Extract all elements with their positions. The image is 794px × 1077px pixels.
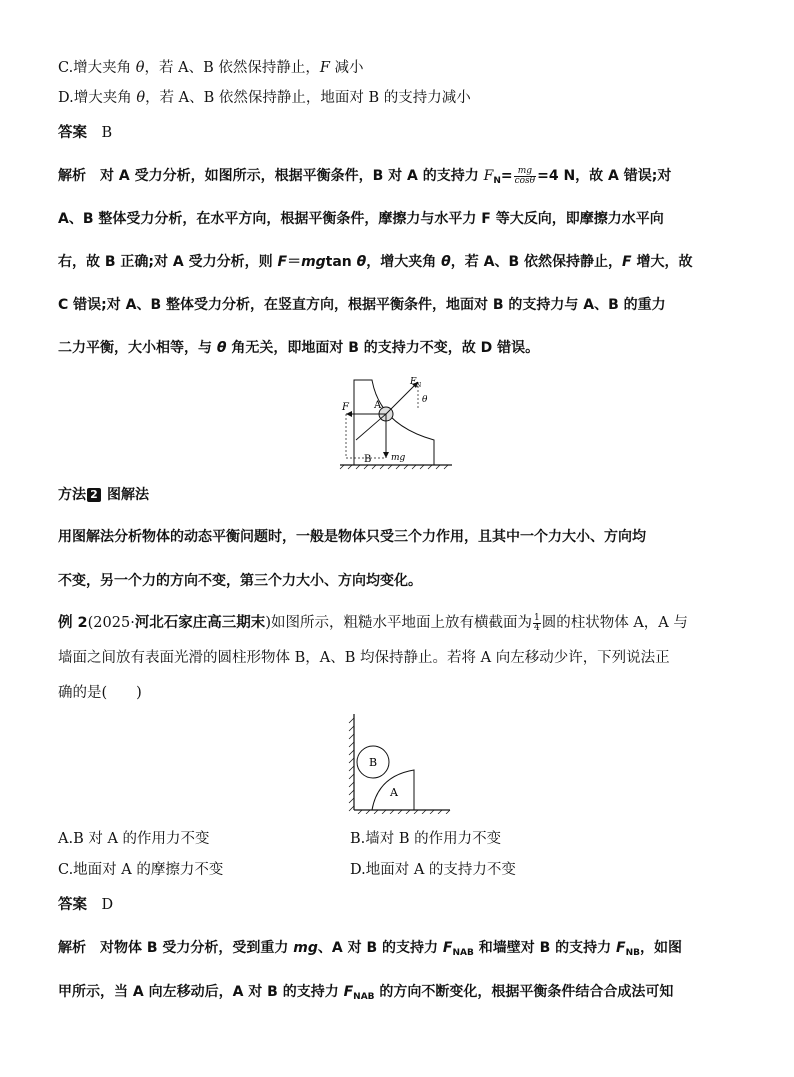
option-a: A.B 对 A 的作用力不变 — [58, 831, 210, 847]
subscript: NAB — [353, 992, 375, 1002]
answer-value: B — [101, 125, 113, 141]
text: 减小 — [329, 60, 364, 76]
text: 、A 对 B 的支持力 — [317, 940, 443, 956]
text: ，若 A、B 依然保持静止， — [450, 254, 623, 270]
text: ，若 A、B 依然保持静止，地面对 B 的支持力减小 — [145, 90, 471, 106]
example-2-line-2: 墙面之间放有表面光滑的圆柱形物体 B，A、B 均保持静止。若将 A 向左移动少许，下列说法正 — [58, 650, 670, 666]
symbol-f: F — [343, 984, 354, 1000]
analysis-1-line-3 — [58, 252, 693, 272]
label-theta: θ — [422, 395, 428, 405]
example-2-line-1 — [58, 613, 688, 633]
label-a: A — [374, 400, 382, 411]
denominator: cosθ — [514, 175, 536, 186]
label-b: B — [364, 454, 372, 465]
text: 右，故 B 正确;对 A 受力分析，则 — [58, 254, 278, 270]
method-desc-line-1: 用图解法分析物体的动态平衡问题时，一般是物体只受三个力作用，且其中一个力大小、方向均 — [58, 529, 646, 545]
analysis-1-line-2: A、B 整体受力分析，在水平方向，根据平衡条件，摩擦力与水平力 F 等大反向，即摩擦力水平向 — [58, 211, 664, 227]
text: ＝ — [287, 254, 302, 270]
figure-2 — [346, 714, 452, 814]
example-2-line-3: 确的是( ) — [58, 685, 142, 701]
subscript: NB — [625, 948, 641, 958]
symbol-theta: θ — [356, 254, 367, 270]
option-c: C.地面对 A 的摩擦力不变 — [58, 862, 224, 878]
method-heading — [58, 485, 149, 505]
option-d-prev — [58, 88, 471, 108]
text: ，增大夹角 — [366, 254, 442, 270]
answer-label: 答案 — [58, 897, 87, 913]
label-mg: mg — [391, 453, 406, 463]
numerator: mg — [514, 167, 537, 177]
symbol-f: F — [277, 254, 288, 270]
symbol-theta: θ — [441, 254, 451, 270]
option-b: B.墙对 B 的作用力不变 — [350, 831, 502, 847]
symbol-f: F — [442, 940, 453, 956]
denominator: 4 — [533, 622, 540, 633]
text: = — [500, 168, 513, 184]
method-number-badge: 2 — [87, 488, 101, 502]
text: 甲所示，当 A 向左移动后，A 对 B 的支持力 — [58, 984, 344, 1000]
diag-line — [356, 414, 386, 440]
symbol-f: F — [616, 940, 626, 956]
answer-1 — [58, 123, 112, 143]
text: 增大，故 — [631, 254, 693, 270]
text: 如图所示，粗糙水平地面上放有横截面为 — [270, 615, 532, 631]
example-source: 河北石家庄高三期末 — [134, 615, 266, 631]
label-fn: F — [410, 377, 417, 387]
text: C.增大夹角 — [58, 60, 136, 76]
symbol-theta: θ — [136, 90, 146, 106]
text: 的方向不断变化，根据平衡条件结合合成法可知 — [374, 984, 674, 1000]
text: 圆的柱状物体 A，A 与 — [541, 615, 688, 631]
fraction — [533, 614, 541, 633]
text: 对 A 受力分析，如图所示，根据平衡条件，B 对 A 的支持力 — [100, 168, 484, 184]
analysis-label: 解析 — [58, 940, 86, 956]
text: tan — [325, 254, 357, 270]
symbol-f: F — [319, 60, 330, 76]
method-name: 图解法 — [107, 487, 149, 503]
text: ，如图 — [640, 940, 683, 956]
analysis-1-line-1 — [58, 166, 671, 191]
text: 和墙壁对 B 的支持力 — [473, 940, 617, 956]
analysis-2-line-2 — [58, 982, 673, 1007]
ground-hatch — [340, 465, 448, 469]
analysis-1-line-4: C 错误;对 A、B 整体受力分析，在竖直方向，根据平衡条件，地面对 B 的支持力与 A、B 的重力 — [58, 297, 666, 313]
analysis-label: 解析 — [58, 168, 86, 184]
label-f: F — [342, 402, 349, 413]
example-label: 例 2 — [58, 615, 88, 631]
symbol-mg: mg — [293, 940, 318, 956]
text: 角无关，即地面对 B 的支持力不变，故 D 错误。 — [226, 340, 540, 356]
answer-2 — [58, 895, 113, 915]
option-c-prev — [58, 58, 364, 78]
symbol-theta: θ — [135, 60, 145, 76]
numerator: 1 — [533, 612, 540, 623]
text: 对物体 B 受力分析，受到重力 — [100, 940, 294, 956]
option-d: D.地面对 A 的支持力不变 — [350, 862, 516, 878]
subscript: NAB — [452, 948, 474, 958]
label-a: A — [390, 786, 398, 799]
symbol-theta: θ — [216, 340, 227, 356]
subscript: N — [493, 176, 501, 186]
method-prefix: 方法 — [58, 487, 86, 503]
symbol-f: F — [483, 168, 494, 184]
answer-value: D — [101, 897, 114, 913]
text: (2025· — [87, 615, 135, 631]
text: ，若 A、B 依然保持静止， — [144, 60, 320, 76]
text: 二力平衡，大小相等，与 — [58, 340, 217, 356]
text: ) — [265, 615, 271, 631]
symbol-f: F — [622, 254, 632, 270]
wall-hatch — [349, 718, 354, 811]
force-diagram-1 — [336, 370, 456, 470]
symbol-mg: mg — [301, 254, 326, 270]
text: =4 N，故 A 错误;对 — [537, 168, 672, 184]
label-b: B — [369, 756, 378, 769]
analysis-1-line-5 — [58, 338, 539, 358]
fraction — [514, 167, 537, 186]
analysis-2-line-1 — [58, 938, 682, 963]
answer-label: 答案 — [58, 125, 87, 141]
label-fn-sub: N — [416, 382, 422, 389]
method-desc-line-2: 不变，另一个力的方向不变，第三个力大小、方向均变化。 — [58, 573, 422, 589]
mg-arrowhead — [383, 452, 389, 458]
text: D.增大夹角 — [58, 90, 137, 106]
